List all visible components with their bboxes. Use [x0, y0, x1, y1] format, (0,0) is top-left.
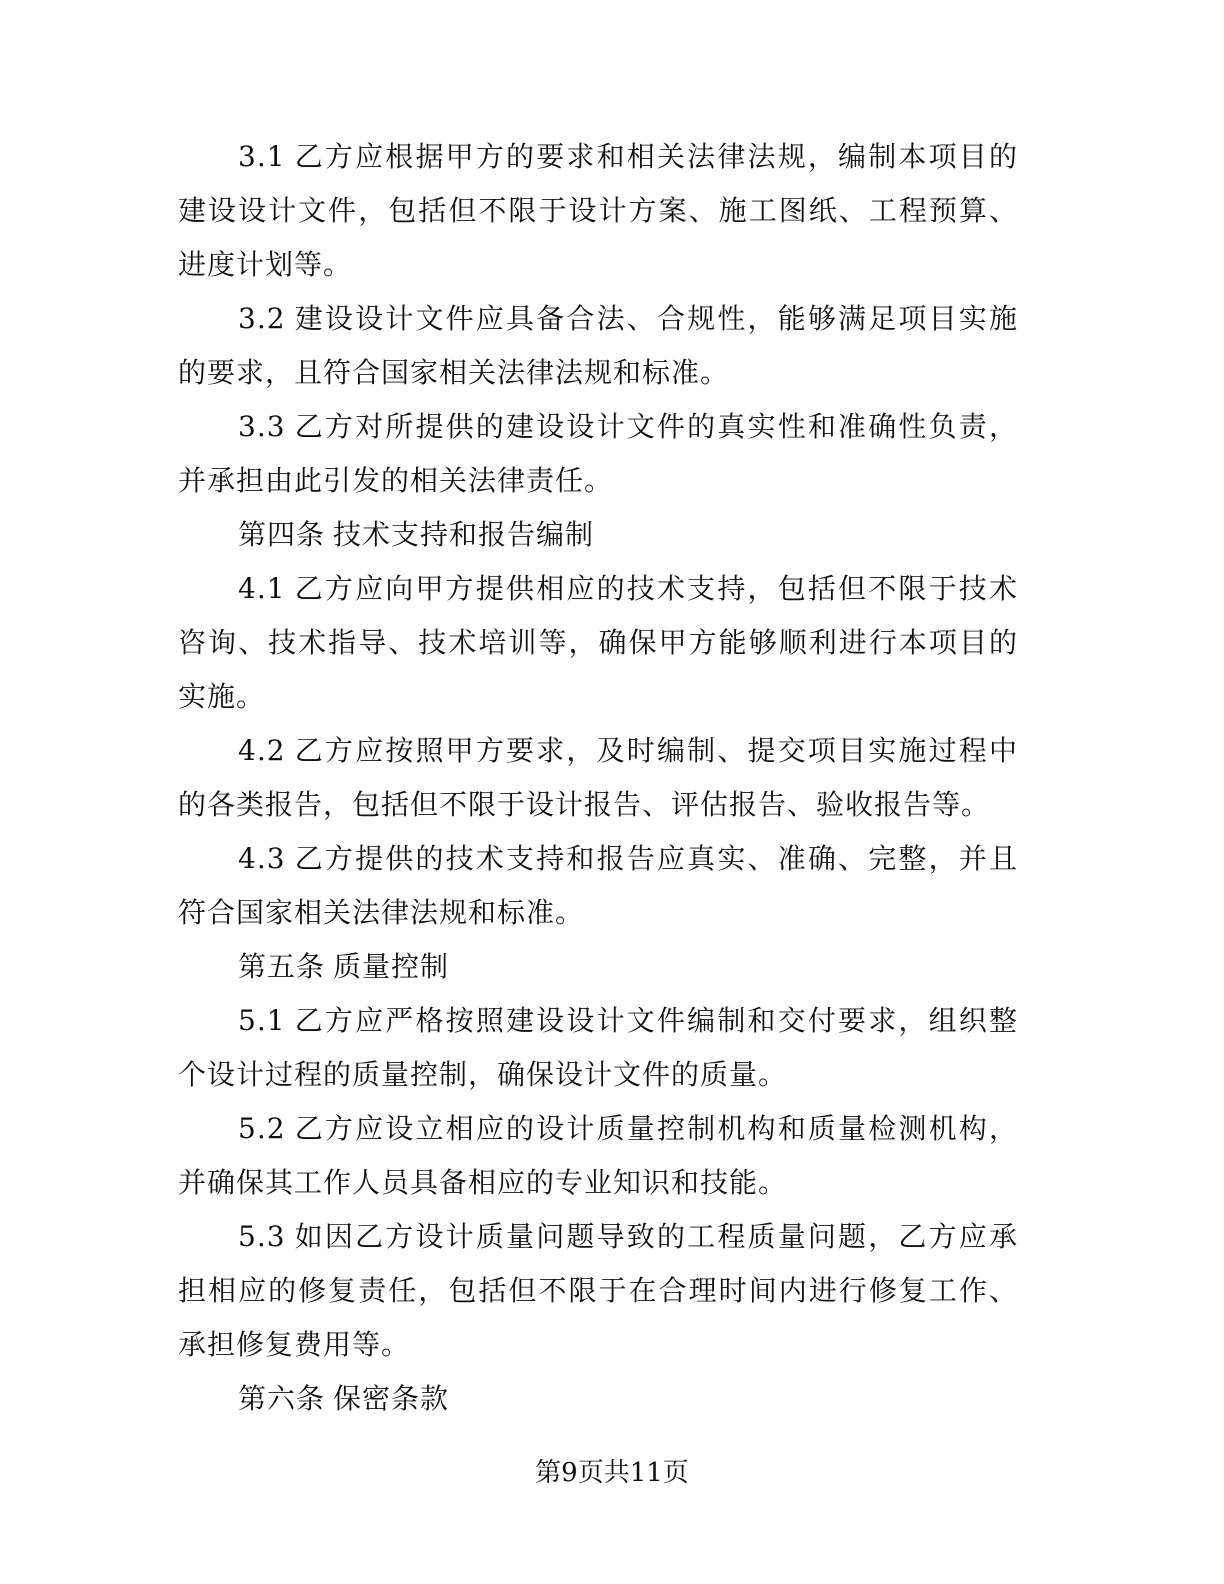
clause-4-1: [178, 562, 1018, 724]
clause-number: 3.3: [238, 410, 286, 443]
clause-5-1: [178, 994, 1018, 1102]
article-number: 第四条: [238, 518, 326, 551]
article-6-heading: [178, 1372, 1018, 1426]
clause-text: 乙方应向甲方提供相应的技术支持，包括但不限于技术咨询、技术指导、技术培训等，确保甲方能够顺利进行本项目的实施。: [178, 572, 1018, 713]
clause-text: 乙方应按照甲方要求，及时编制、提交项目实施过程中的各类报告，包括但不限于设计报告、评估报告、验收报告等。: [178, 734, 1018, 821]
clause-text: 乙方对所提供的建设设计文件的真实性和准确性负责，并承担由此引发的相关法律责任。: [178, 410, 1018, 497]
page-number: 第9页共11页: [535, 1458, 689, 1488]
clause-number: 3.1: [238, 140, 286, 173]
clause-number: 4.3: [238, 842, 286, 875]
clause-number: 4.1: [238, 572, 286, 605]
article-number: 第六条: [238, 1382, 326, 1415]
clause-3-2: [178, 292, 1018, 400]
article-title: 保密条款: [333, 1382, 450, 1415]
clause-number: 4.2: [238, 734, 286, 767]
article-4-heading: [178, 508, 1018, 562]
clause-4-3: [178, 832, 1018, 940]
clause-number: 5.1: [238, 1004, 286, 1037]
clause-text: 乙方应根据甲方的要求和相关法律法规，编制本项目的建设设计文件，包括但不限于设计方案、施工图纸、工程预算、进度计划等。: [178, 140, 1018, 281]
clause-text: 建设设计文件应具备合法、合规性，能够满足项目实施的要求，且符合国家相关法律法规和标准。: [178, 302, 1018, 389]
article-title: 质量控制: [333, 950, 450, 983]
clause-5-2: [178, 1102, 1018, 1210]
document-body: [178, 130, 1018, 1426]
clause-text: 乙方应设立相应的设计质量控制机构和质量检测机构，并确保其工作人员具备相应的专业知识和技能。: [178, 1112, 1018, 1199]
clause-3-3: [178, 400, 1018, 508]
article-5-heading: [178, 940, 1018, 994]
clause-number: 5.3: [238, 1220, 286, 1253]
clause-number: 5.2: [238, 1112, 286, 1145]
clause-text: 乙方提供的技术支持和报告应真实、准确、完整，并且符合国家相关法律法规和标准。: [178, 842, 1018, 929]
clause-number: 3.2: [238, 302, 286, 335]
page-footer: [0, 1458, 1224, 1488]
clause-4-2: [178, 724, 1018, 832]
clause-3-1: [178, 130, 1018, 292]
article-number: 第五条: [238, 950, 326, 983]
clause-text: 乙方应严格按照建设设计文件编制和交付要求，组织整个设计过程的质量控制，确保设计文件的质量。: [178, 1004, 1018, 1091]
article-title: 技术支持和报告编制: [333, 518, 595, 551]
clause-5-3: [178, 1210, 1018, 1372]
clause-text: 如因乙方设计质量问题导致的工程质量问题，乙方应承担相应的修复责任，包括但不限于在合理时间内进行修复工作、承担修复费用等。: [178, 1220, 1018, 1361]
